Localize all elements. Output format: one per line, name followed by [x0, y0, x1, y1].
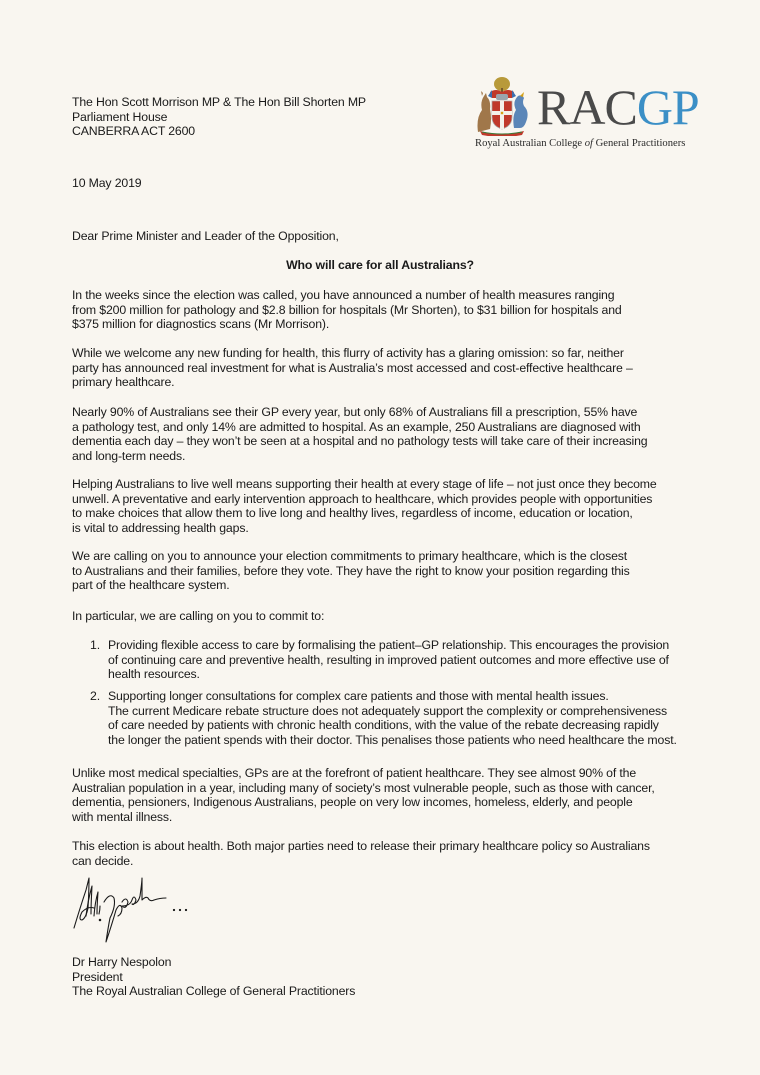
paragraph	[72, 839, 692, 868]
text-line: Supporting longer consultations for complex care patients and those with mental health issues.	[108, 689, 609, 703]
paragraph	[72, 288, 692, 332]
text-line: can decide.	[72, 853, 134, 868]
tagline-part: Royal Australian College	[475, 138, 585, 149]
text-line: from $200 million for pathology and $2.8 billion for hospitals (Mr Shorten), to $31 billion for hospitals and	[72, 302, 622, 317]
text-line: is vital to addressing health gaps.	[72, 520, 249, 535]
signature-block	[72, 955, 355, 999]
wordmark-gp: GP	[636, 79, 699, 135]
recipient-line: Parliament House	[72, 109, 168, 124]
text-line: This election is about health. Both major parties need to release their primary healthcare policy so Australians	[72, 839, 650, 853]
text-line: and long-term needs.	[72, 448, 186, 463]
text-line: Helping Australians to live well means supporting their health at every stage of life – not just once they become	[72, 477, 657, 491]
text-line: primary healthcare.	[72, 375, 175, 390]
text-line: unwell. A preventative and early intervention approach to healthcare, which provides people with opportunities	[72, 491, 653, 506]
paragraph	[72, 766, 692, 824]
text-line: Australian population in a year, including many of society’s most vulnerable people, such as those with cancer,	[72, 780, 655, 795]
text-line: Providing flexible access to care by formalising the patient–GP relationship. This encourages the provision	[108, 638, 670, 652]
recipient-line: The Hon Scott Morrison MP & The Hon Bill Shorten MP	[72, 95, 366, 109]
list-item	[72, 638, 692, 682]
tagline-of: of	[584, 138, 593, 149]
recipient-address	[72, 95, 366, 139]
text-line: Nearly 90% of Australians see their GP every year, but only 68% of Australians fill a prescription, 55% have	[72, 405, 638, 419]
tagline-part: General Practitioners	[593, 138, 686, 149]
text-line: dementia, pensioners, Indigenous Australians, people on very low incomes, homeless, elderly, and people	[72, 795, 633, 810]
paragraph	[72, 346, 692, 390]
handwritten-signature-icon	[70, 876, 210, 948]
text-line: In particular, we are calling on you to commit to:	[72, 609, 325, 623]
text-line: In the weeks since the election was called, you have announced a number of health measures ranging	[72, 288, 615, 302]
letter-date: 10 May 2019	[72, 176, 142, 190]
paragraph	[72, 609, 692, 624]
text-line: health resources.	[108, 667, 200, 682]
text-line: Unlike most medical specialties, GPs are at the forefront of patient healthcare. They see almost 90% of the	[72, 766, 637, 780]
recipient-line: CANBERRA ACT 2600	[72, 124, 195, 139]
paragraph	[72, 549, 692, 593]
racgp-wordmark	[537, 79, 699, 135]
list-number: 1.	[90, 638, 100, 652]
signatory-name: Dr Harry Nespolon	[72, 955, 172, 969]
text-line: part of the healthcare system.	[72, 578, 230, 593]
paragraph	[72, 405, 692, 463]
text-line: While we welcome any new funding for health, this flurry of activity has a glaring omission: so far, neither	[72, 346, 624, 360]
commitments-list	[72, 689, 692, 747]
text-line: a pathology test, and only 14% are admitted to hospital. As an example, 250 Australians are diagnosed with	[72, 419, 641, 434]
commitments-list	[72, 638, 692, 682]
text-line: party has announced real investment for what is Australia’s most accessed and cost-effective healthcare –	[72, 360, 633, 375]
wordmark-rac: RAC	[537, 79, 637, 135]
text-line: with mental illness.	[72, 809, 173, 824]
racgp-logo	[470, 76, 720, 156]
signatory-organisation: The Royal Australian College of General Practitioners	[72, 984, 356, 999]
text-line: dementia each day – they won’t be seen at a hospital and no pathology tests will take care of their increasing	[72, 434, 648, 449]
text-line: to Australians and their families, before they vote. They have the right to know your position regarding this	[72, 563, 630, 578]
letter-heading: Who will care for all Australians?	[286, 258, 474, 272]
salutation: Dear Prime Minister and Leader of the Opposition,	[72, 229, 339, 243]
list-item	[72, 689, 692, 747]
text-line: of care needed by patients with chronic health conditions, with the value of the rebate decreasing rapidly	[108, 718, 659, 733]
text-line: to make choices that allow them to live long and healthy lives, regardless of income, education or location,	[72, 506, 633, 521]
text-line: The current Medicare rebate structure does not adequately support the complexity or comprehensiveness	[108, 703, 668, 718]
list-number: 2.	[90, 689, 100, 703]
signatory-title: President	[72, 969, 123, 984]
coat-of-arms-icon	[470, 76, 534, 136]
logo-tagline	[475, 138, 685, 149]
text-line: We are calling on you to announce your election commitments to primary healthcare, which is the closest	[72, 549, 628, 563]
text-line: of continuing care and preventive health, resulting in improved patient outcomes and more effective use of	[108, 652, 669, 667]
text-line: the longer the patient spends with their doctor. This penalises those patients who need healthcare the most.	[108, 732, 677, 747]
text-line: $375 million for diagnostics scans (Mr Morrison).	[72, 317, 330, 332]
paragraph	[72, 477, 692, 535]
